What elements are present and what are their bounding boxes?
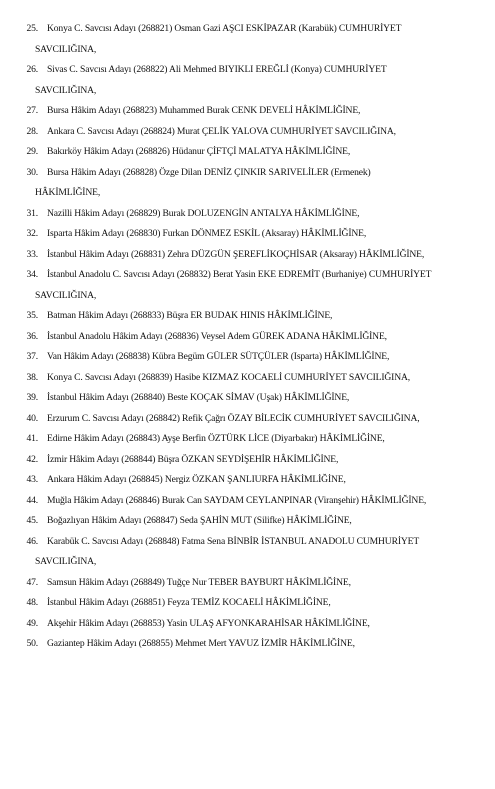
item-number: 35.: [26, 310, 38, 321]
item-line: Muğla Hâkim Adayı (268846) Burak Can SAYDAM CEYLANPINAR (Viranşehir) HÂKİMLİĞİNE,: [47, 494, 427, 506]
list-item: [12, 450, 490, 471]
item-text: [38, 101, 360, 122]
list-item: [12, 388, 490, 409]
item-number: 42.: [26, 453, 38, 465]
item-number: 50.: [26, 638, 38, 649]
item-continuation-line: SAVCILIĞINA,: [35, 84, 97, 96]
item-number: 40.: [26, 412, 38, 424]
item-number: 25.: [26, 23, 38, 34]
list-item: [12, 306, 490, 327]
item-text: [38, 470, 346, 491]
item-line: Nazilli Hâkim Adayı (268829) Burak DOLUZENGİN ANTALYA HÂKİMLİĞİNE,: [47, 207, 360, 219]
item-number: 47.: [26, 576, 38, 588]
item-number: 26.: [26, 64, 38, 75]
item-text: [35, 532, 420, 573]
item-continuation-line: SAVCILIĞINA,: [35, 556, 97, 567]
item-text: [38, 245, 424, 266]
item-line: Gaziantep Hâkim Adayı (268855) Mehmet Mert YAVUZ İZMİR HÂKİMLİĞİNE,: [47, 638, 355, 649]
item-number: 34.: [26, 269, 38, 280]
item-text: [35, 19, 402, 60]
item-continuation-line: SAVCILIĞINA,: [35, 43, 97, 55]
item-line: Edirne Hâkim Adayı (268843) Ayşe Berfin ÖZTÜRK LİCE (Diyarbakır) HÂKİMLİĞİNE,: [47, 433, 385, 444]
list-item: [12, 122, 490, 143]
item-number: 27.: [26, 105, 38, 116]
item-line: Konya C. Savcısı Adayı (268839) Hasibe KIZMAZ KOCAELİ CUMHURİYET SAVCILIĞINA,: [47, 371, 411, 383]
list-item: [12, 614, 490, 635]
list-item: [12, 327, 490, 348]
item-line: Boğazlıyan Hâkim Adayı (268847) Seda ŞAHİN MUT (Silifke) HÂKİMLİĞİNE,: [47, 515, 352, 526]
list-item: [12, 593, 490, 614]
item-text: [38, 224, 366, 245]
item-text: [38, 634, 355, 655]
item-continuation-line: HÂKİMLİĞİNE,: [35, 187, 101, 198]
item-line: Van Hâkim Adayı (268838) Kübra Begüm GÜLER SÜTÇÜLER (Isparta) HÂKİMLİĞİNE,: [47, 351, 390, 362]
list-item: [12, 511, 490, 532]
list-item: [12, 634, 490, 655]
list-item: [12, 573, 490, 594]
item-text: [38, 122, 396, 143]
list-item: [12, 101, 490, 122]
item-text: [38, 409, 419, 430]
item-number: 37.: [26, 351, 38, 362]
item-text: [35, 60, 387, 101]
item-text: [38, 347, 389, 368]
list-item: [12, 491, 490, 512]
item-line: İstanbul Anadolu Hâkim Adayı (268836) Veysel Adem GÜREK ADANA HÂKİMLİĞİNE,: [47, 330, 387, 342]
item-number: 46.: [26, 535, 38, 547]
item-text: [38, 204, 359, 225]
item-text: [38, 491, 426, 512]
list-item: [12, 60, 490, 101]
item-number: 45.: [26, 515, 38, 526]
item-number: 43.: [26, 474, 38, 485]
item-text: [38, 429, 385, 450]
list-item: [12, 163, 490, 204]
list-item: [12, 470, 490, 491]
item-number: 48.: [26, 597, 38, 608]
item-text: [38, 511, 352, 532]
item-line: Bursa Hâkim Adayı (268828) Özge Dilan DENİZ ÇINKIR SARIVELİLER (Ermenek): [47, 166, 371, 178]
item-text: [38, 614, 370, 635]
list-item: [12, 265, 490, 306]
item-line: Bursa Hâkim Adayı (268823) Muhammed Burak CENK DEVELİ HÂKİMLİĞİNE,: [47, 105, 361, 116]
item-number: 49.: [26, 617, 38, 629]
appointment-list: [12, 19, 490, 655]
list-item: [12, 142, 490, 163]
item-line: İstanbul Anadolu C. Savcısı Adayı (268832) Berat Yasin EKE EDREMİT (Burhaniye) CUMHURİYET: [47, 269, 432, 280]
item-number: 39.: [26, 392, 38, 403]
item-number: 36.: [26, 330, 38, 342]
item-text: [38, 142, 350, 163]
list-item: [12, 409, 490, 430]
list-item: [12, 368, 490, 389]
item-number: 38.: [26, 371, 38, 383]
item-text: [35, 163, 371, 204]
item-line: Isparta Hâkim Adayı (268830) Furkan DÖNMEZ ESKİL (Aksaray) HÂKİMLİĞİNE,: [47, 228, 367, 239]
item-text: [38, 573, 351, 594]
list-item: [12, 204, 490, 225]
item-line: İstanbul Hâkim Adayı (268831) Zehra DÜZGÜN ŞEREFLİKOÇHİSAR (Aksaray) HÂKİMLİĞİNE,: [47, 248, 425, 260]
item-number: 44.: [26, 494, 38, 506]
item-text: [38, 593, 331, 614]
item-line: Bakırköy Hâkim Adayı (268826) Hüdanur ÇİFTÇİ MALATYA HÂKİMLİĞİNE,: [47, 146, 351, 157]
item-number: 30.: [26, 166, 38, 178]
item-number: 29.: [26, 146, 38, 157]
list-item: [12, 19, 490, 60]
item-text: [38, 368, 410, 389]
item-line: Samsun Hâkim Adayı (268849) Tuğçe Nur TEBER BAYBURT HÂKİMLİĞİNE,: [47, 576, 351, 588]
item-line: Erzurum C. Savcısı Adayı (268842) Refik Çağrı ÖZAY BİLECİK CUMHURİYET SAVCILIĞINA,: [47, 412, 420, 424]
item-line: Sivas C. Savcısı Adayı (268822) Ali Mehmed BIYIKLI EREĞLİ (Konya) CUMHURİYET: [47, 64, 387, 75]
list-item: [12, 347, 490, 368]
item-line: Akşehir Hâkim Adayı (268853) Yasin ULAŞ AFYONKARAHİSAR HÂKİMLİĞİNE,: [47, 617, 370, 629]
item-number: 28.: [26, 125, 38, 137]
item-continuation-line: SAVCILIĞINA,: [35, 289, 97, 301]
item-line: İzmir Hâkim Adayı (268844) Büşra ÖZKAN SEYDİŞEHİR HÂKİMLİĞİNE,: [47, 453, 339, 465]
item-number: 33.: [26, 248, 38, 260]
item-text: [35, 265, 432, 306]
item-line: İstanbul Hâkim Adayı (268851) Feyza TEMİZ KOCAELİ HÂKİMLİĞİNE,: [47, 597, 331, 608]
item-text: [38, 306, 332, 327]
item-line: Ankara Hâkim Adayı (268845) Nergiz ÖZKAN ŞANLIURFA HÂKİMLİĞİNE,: [47, 474, 346, 485]
list-item: [12, 429, 490, 450]
item-text: [38, 450, 338, 471]
item-line: Karabük C. Savcısı Adayı (268848) Fatma Sena BİNBİR İSTANBUL ANADOLU CUMHURİYET: [47, 535, 420, 547]
list-item: [12, 245, 490, 266]
list-item: [12, 224, 490, 245]
item-line: İstanbul Hâkim Adayı (268840) Beste KOÇAK SİMAV (Uşak) HÂKİMLİĞİNE,: [47, 392, 350, 403]
list-item: [12, 532, 490, 573]
item-number: 31.: [26, 207, 38, 219]
item-number: 32.: [26, 228, 38, 239]
item-number: 41.: [26, 433, 38, 444]
item-line: Konya C. Savcısı Adayı (268821) Osman Gazi AŞCI ESKİPAZAR (Karabük) CUMHURİYET: [47, 23, 402, 34]
item-line: Batman Hâkim Adayı (268833) Büşra ER BUDAK HINIS HÂKİMLİĞİNE,: [47, 310, 333, 321]
item-text: [38, 327, 387, 348]
item-line: Ankara C. Savcısı Adayı (268824) Murat ÇELİK YALOVA CUMHURİYET SAVCILIĞINA,: [47, 125, 396, 137]
item-text: [38, 388, 349, 409]
